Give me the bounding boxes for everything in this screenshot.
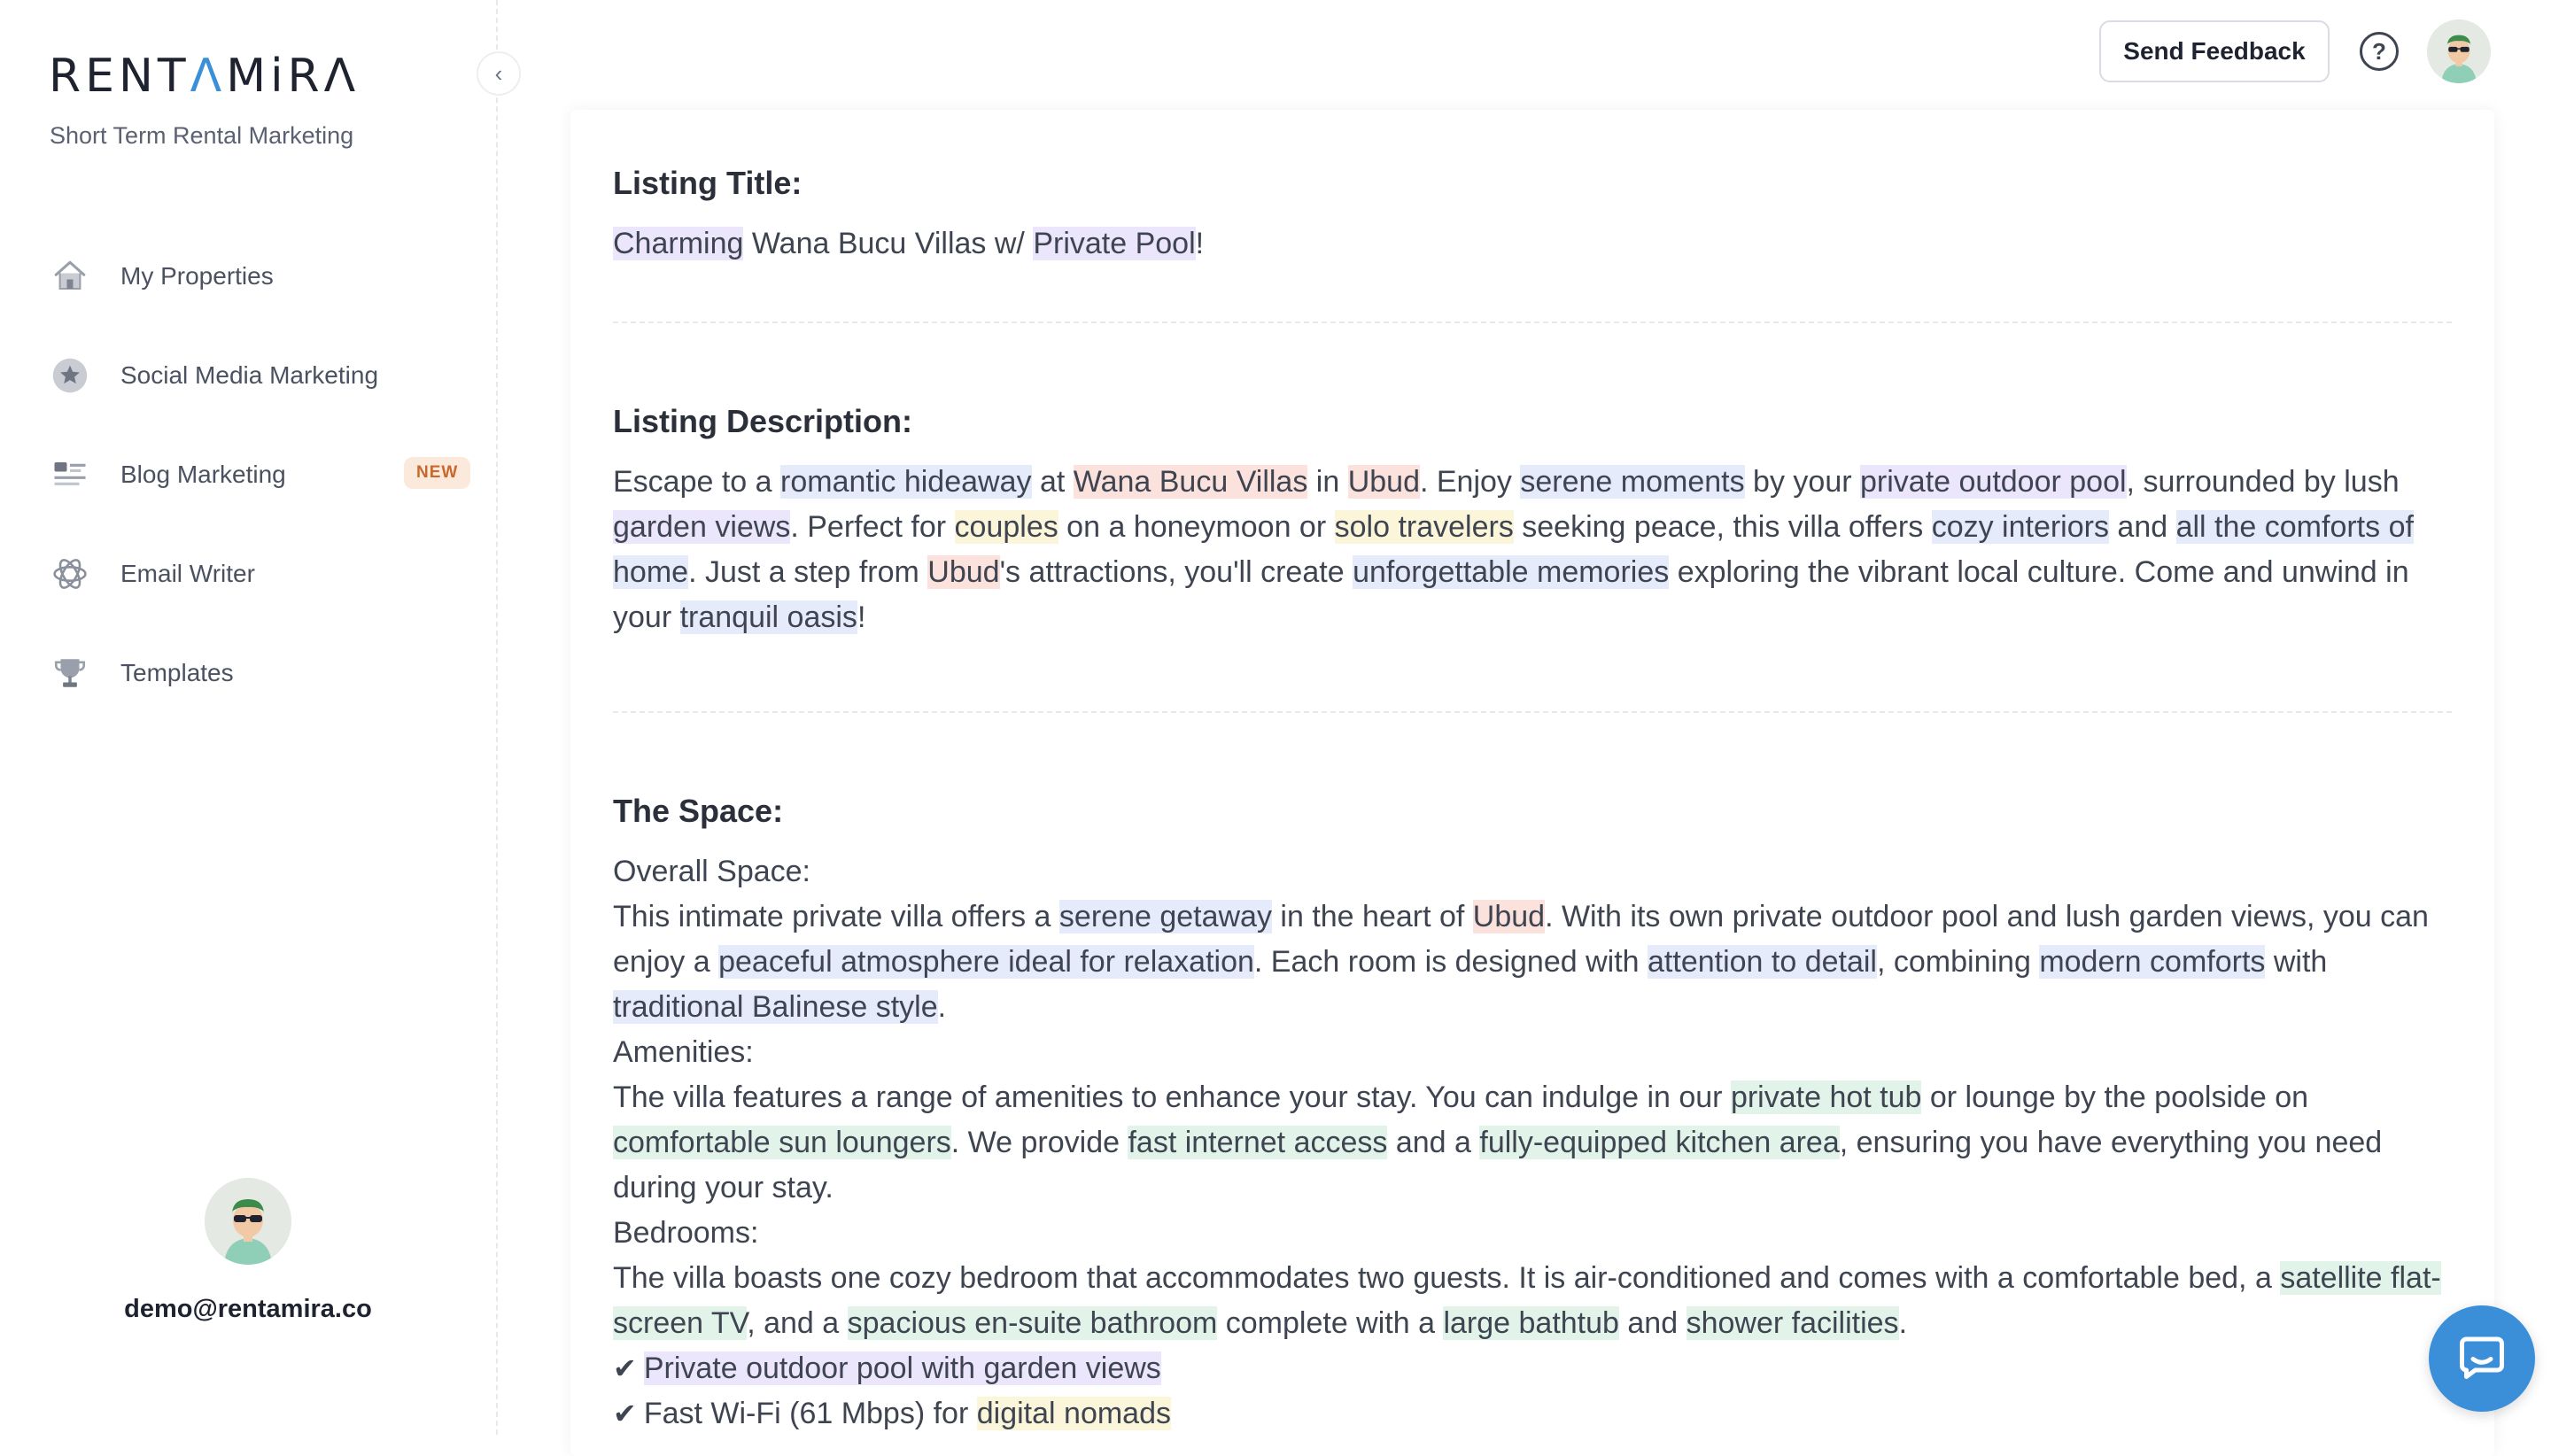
plain-text: . Just a step from [688,555,928,589]
sidebar-item-label: Social Media Marketing [120,361,379,389]
plain-text: . [937,990,947,1024]
chevron-left-icon: ‹ [494,59,503,87]
logo-part-2: MiRΛ [226,50,361,103]
checkmark-icon: ✔ [613,1398,637,1429]
keyword-highlight: all the comforts of home [613,510,2414,589]
plain-text: Escape to a [613,465,781,499]
plain-text: exploring the vibrant local culture. Come and unwind in your [613,555,2409,634]
star-icon [50,355,90,396]
plain-text: . Perfect for [790,510,955,544]
plain-text: . Enjoy [1419,465,1521,499]
checkmark-icon: ✔ [613,1352,637,1384]
chat-icon [2455,1330,2508,1388]
keyword-highlight: digital nomads [976,1397,1171,1430]
keyword-highlight: private hot tub [1730,1080,1922,1114]
section-heading: The Space: [613,793,784,829]
plain-text: seeking peace, this villa offers [1513,510,1932,544]
header-avatar[interactable] [2427,19,2491,83]
keyword-highlight: large bathtub [1443,1306,1619,1340]
plain-text: with [2265,945,2328,979]
plain-text: by your [1744,465,1860,499]
plain-text: ! [857,600,866,634]
listing-title-text[interactable] [613,221,2452,267]
sidebar-item-my-properties[interactable] [0,227,496,326]
section-heading: Listing Title: [613,165,803,201]
check-list-item [613,1391,2452,1437]
sidebar-item-email-writer[interactable] [0,524,496,623]
keyword-highlight: traditional Balinese style [613,990,938,1024]
keyword-highlight: serene getaway [1058,900,1272,933]
keyword-highlight: Wana Bucu Villas [1073,465,1308,499]
sidebar-item-label: My Properties [120,262,274,290]
keyword-highlight: spacious en-suite bathroom [847,1306,1218,1340]
keyword-highlight: fully-equipped kitchen area [1479,1126,1840,1159]
sidebar-item-label: Templates [120,659,234,686]
subheading-amenities: Amenities: [613,1035,754,1069]
plain-text: , surrounded by lush [2126,465,2400,499]
plain-text: The villa features a range of amenities to enhance your stay. You can indulge in our [613,1080,1731,1114]
house-icon [50,256,90,297]
keyword-highlight: couples [954,510,1058,544]
amenities-text [613,1075,2452,1211]
keyword-highlight: Ubud [927,555,1000,589]
plain-text: in the heart of [1271,900,1473,933]
plain-text: at [1031,465,1074,499]
new-badge: NEW [404,457,470,489]
sidebar-item-templates[interactable] [0,623,496,723]
plain-text: in [1307,465,1348,499]
brand-tagline: Short Term Rental Marketing [50,122,354,149]
plain-text: . Each room is designed with [1253,945,1648,979]
plain-text: and [1618,1306,1686,1340]
listing-title-section [570,110,2494,321]
keyword-highlight: cozy interiors [1931,510,2109,544]
keyword-highlight: shower facilities [1686,1306,1899,1340]
brand-logo[interactable] [49,50,360,103]
plain-text: . [1898,1306,1908,1340]
keyword-highlight: garden views [613,510,791,544]
user-email: demo@rentamira.co [124,1295,372,1323]
plain-text: ! [1195,227,1205,260]
listing-description-section [570,323,2494,711]
plain-text: or lounge by the poolside on [1921,1080,2309,1114]
sidebar-item-label: Email Writer [120,560,255,587]
sidebar [0,0,498,1435]
listing-content-card [570,110,2494,1456]
keyword-highlight: romantic hideaway [780,465,1032,499]
the-space-section [570,713,2494,1437]
plain-text: 's attractions, you'll create [999,555,1353,589]
plain-text: , combining [1876,945,2040,979]
keyword-highlight: satellite flat-screen TV [613,1261,2441,1340]
sidebar-item-social-media-marketing[interactable] [0,326,496,425]
logo-part-1: RENT [49,50,190,103]
listing-description-text[interactable] [613,460,2452,640]
sidebar-nav [0,227,496,723]
keyword-highlight: attention to detail [1648,945,1877,979]
keyword-highlight: solo travelers [1334,510,1514,544]
keyword-highlight: Ubud [1347,465,1420,499]
chat-widget-button[interactable] [2429,1305,2535,1412]
help-icon[interactable]: ? [2360,32,2399,71]
keyword-highlight: Private Pool [1033,227,1196,260]
plain-text: on a honeymoon or [1058,510,1335,544]
keyword-highlight: serene moments [1520,465,1745,499]
avatar[interactable] [205,1178,291,1265]
keyword-highlight: private outdoor pool [1860,465,2127,499]
keyword-highlight: Ubud [1472,900,1546,933]
check-list-item [613,1346,2452,1391]
keyword-highlight: Charming [613,227,744,260]
plain-text: , ensuring you have everything you need during your stay. [613,1126,2383,1204]
plain-text: . With its own private outdoor pool and lush garden views, you can enjoy a [613,900,2429,979]
bedrooms-text [613,1256,2452,1346]
keyword-highlight: peaceful atmosphere ideal for relaxation [718,945,1254,979]
plain-text: This intimate private villa offers a [613,900,1059,933]
keyword-highlight: Private outdoor pool with garden views [643,1351,1161,1385]
section-heading: Listing Description: [613,403,913,439]
user-profile [0,1178,496,1324]
keyword-highlight: fast internet access [1128,1126,1388,1159]
sidebar-item-label: Blog Marketing [120,461,286,488]
openai-icon [50,554,90,594]
keyword-highlight: tranquil oasis [679,600,857,634]
plain-text: Fast Wi-Fi (61 Mbps) for [643,1397,977,1430]
plain-text: and a [1387,1126,1480,1159]
plain-text: The villa boasts one cozy bedroom that accommodates two guests. It is air-conditioned and comes with a comfortable bed, a [613,1261,2281,1295]
keyword-highlight: comfortable sun loungers [613,1126,951,1159]
keyword-highlight: modern comforts [2039,945,2266,979]
trophy-icon [50,653,90,693]
collapse-sidebar-button[interactable] [477,51,521,96]
blog-list-icon [50,454,90,495]
the-space-text[interactable] [613,849,2452,1437]
sidebar-item-blog-marketing[interactable] [0,425,496,524]
overall-space-text [613,895,2452,1030]
keyword-highlight: unforgettable memories [1353,555,1670,589]
plain-text: . We provide [950,1126,1128,1159]
send-feedback-button[interactable]: Send Feedback [2099,20,2330,82]
logo-accent: Λ [190,50,227,103]
subheading-overall-space: Overall Space: [613,855,810,888]
plain-text: , and a [747,1306,848,1340]
subheading-bedrooms: Bedrooms: [613,1216,759,1250]
plain-text: and [2108,510,2176,544]
plain-text: Wana Bucu Villas w/ [743,227,1034,260]
plain-text: complete with a [1217,1306,1444,1340]
